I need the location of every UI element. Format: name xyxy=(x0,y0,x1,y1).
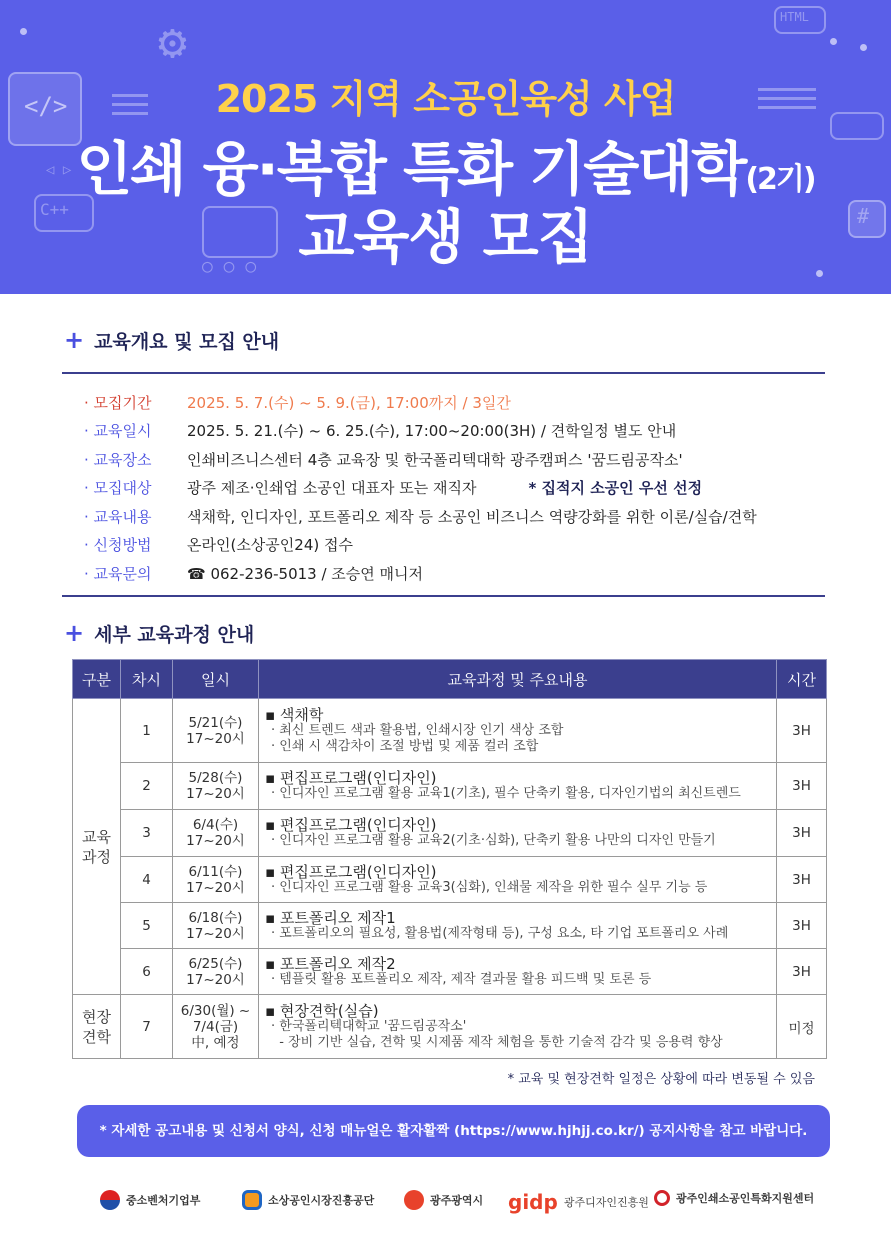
session-content xyxy=(259,763,777,810)
col-header: 교육과정 및 주요내용 xyxy=(259,660,777,699)
session-no: 6 xyxy=(121,949,173,995)
dot xyxy=(860,44,867,51)
session-date xyxy=(173,949,259,995)
info-label: · 모집대상 xyxy=(84,479,152,498)
divider xyxy=(62,595,825,597)
info-label: · 신청방법 xyxy=(84,536,152,555)
session-content xyxy=(259,949,777,995)
session-title: ▪ 편집프로그램(인디자인) xyxy=(265,862,437,881)
section-overview-label: 교육개요 및 모집 안내 xyxy=(94,331,280,353)
date-line: 6/25(수) xyxy=(188,955,243,972)
logo-text: 광주광역시 xyxy=(430,1194,484,1207)
section-overview-title xyxy=(64,326,279,354)
logo-gidp xyxy=(508,1190,649,1214)
session-content xyxy=(259,857,777,903)
page-title-line2: 교육생 모집 xyxy=(298,203,593,271)
dot xyxy=(20,28,27,35)
print-center-icon xyxy=(654,1190,670,1206)
plus-icon: + xyxy=(64,326,85,354)
info-value: 2025. 5. 7.(수) ~ 5. 9.(금), 17:00까지 / 3일간 xyxy=(187,393,511,412)
session-detail: · 인디자인 프로그램 활용 교육1(기초), 필수 단축키 활용, 디자인기법의 최신트렌드 xyxy=(271,786,741,801)
logo-gwangju xyxy=(404,1190,483,1210)
section-curriculum-label: 세부 교육과정 안내 xyxy=(94,624,255,646)
info-label: · 교육일시 xyxy=(84,422,152,441)
session-title: ▪ 색채학 xyxy=(265,705,324,724)
schedule-footnote: * 교육 및 현장견학 일정은 상황에 따라 변동될 수 있음 xyxy=(507,1072,815,1087)
session-hours: 3H xyxy=(777,903,827,949)
info-row-location xyxy=(84,445,844,474)
table-row xyxy=(73,699,827,763)
info-row-content xyxy=(84,502,844,531)
info-row-target xyxy=(84,474,844,503)
date-line: 6/11(수) xyxy=(188,863,243,880)
footer-logos xyxy=(0,1190,891,1220)
cpp-label: C++ xyxy=(40,200,69,219)
session-title: ▪ 편집프로그램(인디자인) xyxy=(265,816,437,834)
col-header: 시간 xyxy=(777,660,827,699)
info-label: · 교육문의 xyxy=(84,564,152,583)
semas-icon xyxy=(242,1190,262,1210)
arrow-icons: ◁ ▷ xyxy=(46,162,72,178)
notice-banner: * 자세한 공고내용 및 신청서 양식, 신청 매뉴얼은 활자활짝 (https://www.hjhjj.co.kr/) 공지사항을 참고 바랍니다. xyxy=(77,1105,830,1157)
priority-note: * 집적지 소공인 우선 선정 xyxy=(528,479,703,498)
overview-list xyxy=(84,388,844,588)
info-label: · 교육내용 xyxy=(84,507,152,526)
table-row xyxy=(73,995,827,1059)
table-row xyxy=(73,949,827,995)
col-header: 차시 xyxy=(121,660,173,699)
table-row xyxy=(73,810,827,857)
session-detail: · 인디자인 프로그램 활용 교육3(심화), 인쇄물 제작을 위한 필수 실무 기능 등 xyxy=(271,879,708,895)
session-no: 2 xyxy=(121,763,173,810)
session-hours: 미정 xyxy=(777,995,827,1059)
col-header: 일시 xyxy=(173,660,259,699)
info-label: · 교육장소 xyxy=(84,450,152,469)
session-date xyxy=(173,763,259,810)
info-label: · 모집기간 xyxy=(84,393,152,412)
info-value: 인쇄비즈니스센터 4층 교육장 및 한국폴리텍대학 광주캠퍼스 '꿈드림공작소' xyxy=(187,450,683,469)
logo-mss xyxy=(100,1190,200,1210)
info-value: 온라인(소상공인24) 접수 xyxy=(187,536,353,555)
session-title: ▪ 포트폴리오 제작2 xyxy=(265,954,396,973)
title-suffix: (2기) xyxy=(745,162,815,197)
session-date xyxy=(173,903,259,949)
session-detail: · 인쇄 시 색감차이 조절 방법 및 제품 컬러 조합 xyxy=(271,738,539,754)
group-label: 교육 과정 xyxy=(73,699,121,995)
session-detail: · 템플릿 활용 포트폴리오 제작, 제작 결과물 활용 피드백 및 토론 등 xyxy=(271,971,652,987)
time-line: 17~20시 xyxy=(186,730,245,747)
date-line: 6/30(월) ~ xyxy=(180,1002,251,1019)
info-row-contact xyxy=(84,559,844,588)
session-date xyxy=(173,810,259,857)
date-line: 5/28(수) xyxy=(188,770,243,786)
hero-banner xyxy=(0,0,891,294)
divider xyxy=(62,372,825,374)
session-detail: · 포트폴리오의 필요성, 활용법(제작형태 등), 구성 요소, 타 기업 포트폴리오 사례 xyxy=(271,925,729,941)
session-hours: 3H xyxy=(777,763,827,810)
curriculum-table xyxy=(72,659,827,1059)
gidp-mark: gidp xyxy=(508,1190,558,1214)
session-title: ▪ 포트폴리오 제작1 xyxy=(265,908,396,927)
time-line: 17~20시 xyxy=(186,879,245,896)
subtitle: 2025 지역 소공인육성 사업 xyxy=(215,77,676,121)
info-value: 색채학, 인디자인, 포트폴리오 제작 등 소공인 비즈니스 역량강화를 위한 이론/실습/견학 xyxy=(187,507,757,526)
logo-print-center xyxy=(654,1190,814,1206)
logo-text: 중소벤처기업부 xyxy=(126,1194,201,1207)
date-line: 7/4(금) xyxy=(192,1018,239,1035)
date-note: 中, 예정 xyxy=(191,1034,240,1051)
time-line: 17~20시 xyxy=(186,833,245,849)
session-content xyxy=(259,903,777,949)
table-row xyxy=(73,857,827,903)
session-detail: · 인디자인 프로그램 활용 교육2(기초·심화), 단축키 활용 나만의 디자인 만들기 xyxy=(271,833,716,848)
session-content xyxy=(259,699,777,763)
session-no: 1 xyxy=(121,699,173,763)
time-line: 17~20시 xyxy=(186,971,245,988)
col-header: 구분 xyxy=(73,660,121,699)
section-curriculum-title xyxy=(64,619,254,647)
session-hours: 3H xyxy=(777,949,827,995)
info-value: 광주 제조·인쇄업 소공인 대표자 또는 재직자 xyxy=(187,479,477,498)
session-date xyxy=(173,699,259,763)
logo-semas xyxy=(242,1190,374,1210)
session-detail: · 한국폴리텍대학교 '꿈드림공작소' xyxy=(271,1018,467,1034)
dot xyxy=(830,38,837,45)
info-value: 2025. 5. 21.(수) ~ 6. 25.(수), 17:00~20:00(3H) / 견학일정 별도 안내 xyxy=(187,422,677,441)
group-label: 현장 견학 xyxy=(73,995,121,1059)
plus-icon: + xyxy=(64,619,85,647)
info-value: ☎ 062-236-5013 / 조승연 매니저 xyxy=(187,564,424,583)
session-title: ▪ 편집프로그램(인디자인) xyxy=(265,769,437,787)
date-line: 6/18(수) xyxy=(188,909,243,926)
session-no: 7 xyxy=(121,995,173,1059)
html-tag-label: HTML xyxy=(780,10,809,24)
logo-text: 소상공인시장진흥공단 xyxy=(268,1194,375,1207)
audience-icon: ○ ○ ○ xyxy=(202,256,257,277)
time-line: 17~20시 xyxy=(186,786,245,802)
info-row-apply xyxy=(84,531,844,560)
taegeuk-icon xyxy=(100,1190,120,1210)
table-header-row xyxy=(73,660,827,699)
table-row xyxy=(73,903,827,949)
code-brackets-icon: </> xyxy=(24,92,68,120)
logo-text: 광주디자인진흥원 xyxy=(563,1196,649,1209)
session-detail: · 최신 트렌드 색과 활용법, 인쇄시장 인기 색상 조합 xyxy=(271,722,564,738)
time-line: 17~20시 xyxy=(186,925,245,942)
session-hours: 3H xyxy=(777,810,827,857)
date-line: 6/4(수) xyxy=(192,817,239,833)
session-content xyxy=(259,995,777,1059)
gwangju-icon xyxy=(404,1190,424,1210)
date-line: 5/21(수) xyxy=(188,714,243,731)
session-title: ▪ 현장견학(실습) xyxy=(265,1001,379,1020)
info-row-period xyxy=(84,388,844,417)
session-no: 5 xyxy=(121,903,173,949)
session-hours: 3H xyxy=(777,699,827,763)
session-no: 4 xyxy=(121,857,173,903)
session-no: 3 xyxy=(121,810,173,857)
hash-label: # xyxy=(857,204,870,228)
session-detail: - 장비 기반 실습, 견학 및 시제품 제작 체험을 통한 기술적 감각 및 응용력 향상 xyxy=(271,1034,723,1050)
title-main: 인쇄 융·복합 특화 기술대학 xyxy=(76,135,746,203)
logo-text: 광주인쇄소공인특화지원센터 xyxy=(676,1192,815,1205)
session-hours: 3H xyxy=(777,857,827,903)
gear-icon: ⚙ xyxy=(158,14,187,70)
session-date xyxy=(173,995,259,1059)
session-date xyxy=(173,857,259,903)
table-row xyxy=(73,763,827,810)
info-row-datetime xyxy=(84,417,844,446)
session-content xyxy=(259,810,777,857)
